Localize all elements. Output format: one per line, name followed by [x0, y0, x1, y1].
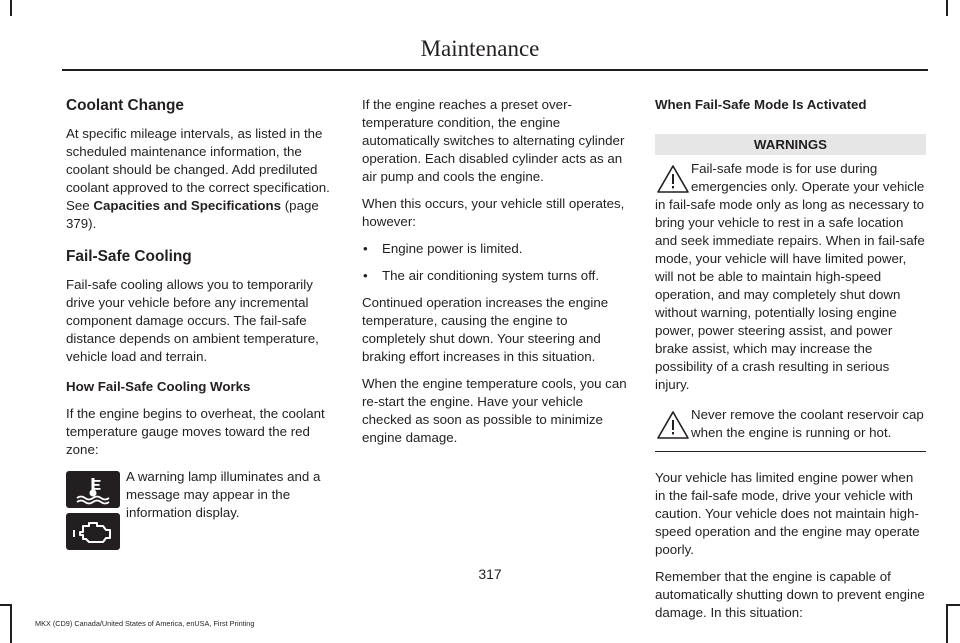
- check-engine-icon: [66, 513, 120, 550]
- column-left: [66, 96, 338, 522]
- limited-power-text: Your vehicle has limited engine power when in the fail-safe mode, drive your vehicle with caution. Your vehicle does not maintain high-speed operation and the engine may operate poorly.: [655, 470, 920, 557]
- fail-safe-cooling-text: Fail-safe cooling allows you to temporarily drive your vehicle before any incremental component damage occurs. The fail-safe distance depends on ambient temperature, vehicle load and terrain.: [66, 277, 319, 364]
- warning-text-reservoir: Never remove the coolant reservoir cap when the engine is running or hot.: [691, 407, 924, 440]
- how-fail-safe-heading: How Fail-Safe Cooling Works: [66, 379, 251, 394]
- alternating-cylinder-text: If the engine reaches a preset over-temperature condition, the engine automatically switches to alternating cylinder operation. Each disabled cylinder acts as an air pump and cools the engine.: [362, 97, 625, 184]
- crop-mark: [946, 604, 960, 606]
- crop-mark: [10, 0, 12, 16]
- warning-triangle-icon: [655, 406, 691, 440]
- warning-item: [655, 160, 926, 394]
- printing-info: MKX (CD9) Canada/United States of America, enUSA, First Printing: [35, 619, 255, 628]
- page-number: 317: [478, 566, 502, 582]
- limitations-list: [362, 240, 632, 285]
- warnings-label: WARNINGS: [655, 134, 926, 155]
- automatic-shutdown-text: Remember that the engine is capable of automatically shutting down to prevent engine damage. In this situation:: [655, 569, 925, 620]
- warning-triangle-icon: [655, 160, 691, 194]
- coolant-temperature-icon: [66, 471, 120, 508]
- warning-item: [655, 406, 926, 442]
- column-middle: [362, 96, 632, 456]
- continued-operation-text: Continued operation increases the engine temperature, causing the engine to completely shut down. Your steering and braking effort increases in this situation.: [362, 295, 609, 364]
- list-item: • The air conditioning system turns off.: [362, 267, 632, 285]
- warning-lamp-block: [66, 468, 338, 522]
- crop-mark: [0, 604, 12, 606]
- how-fail-safe-text: If the engine begins to overheat, the coolant temperature gauge moves toward the red zone:: [66, 406, 325, 457]
- coolant-change-heading: Coolant Change: [66, 97, 184, 114]
- capacities-link[interactable]: Capacities and Specifications: [93, 198, 282, 213]
- lamp-icons: [66, 471, 120, 555]
- crop-mark: [946, 604, 948, 643]
- header-rule: [62, 69, 928, 71]
- column-right: [655, 96, 926, 631]
- crop-mark: [946, 0, 948, 16]
- warning-text-fail-safe: Fail-safe mode is for use during emergencies only. Operate your vehicle in fail-safe mode only as long as necessary to bring your vehicle to rest in a safe location and seek immediate repairs. When in fail-safe mode, your vehicle will have limited power, will not be able to maintain high-speed operation, and may completely shut down without warning, potentially losing engine power, power steering assist, and power brake assist, which may increase the possibility of a crash resulting in serious injury.: [655, 161, 925, 392]
- warning-lamp-text: A warning lamp illuminates and a message may appear in the information display.: [126, 469, 321, 520]
- restart-engine-text: When the engine temperature cools, you can re-start the engine. Have your vehicle checked as soon as possible to minimize engine damage.: [362, 376, 627, 445]
- fail-safe-cooling-heading: Fail-Safe Cooling: [66, 248, 192, 265]
- list-item: • Engine power is limited.: [362, 240, 632, 258]
- crop-mark: [10, 604, 12, 643]
- coolant-change-text: At specific mileage intervals, as listed in the scheduled maintenance information, the coolant should be changed. Add prediluted coolant approved to the correct specification. See Capacities and Specifications (page 379).: [66, 126, 330, 231]
- page-title: Maintenance: [420, 36, 540, 61]
- still-operates-text: When this occurs, your vehicle still operates, however:: [362, 196, 625, 229]
- fail-safe-activated-heading: When Fail-Safe Mode Is Activated: [655, 97, 867, 112]
- warnings-divider: [655, 451, 926, 452]
